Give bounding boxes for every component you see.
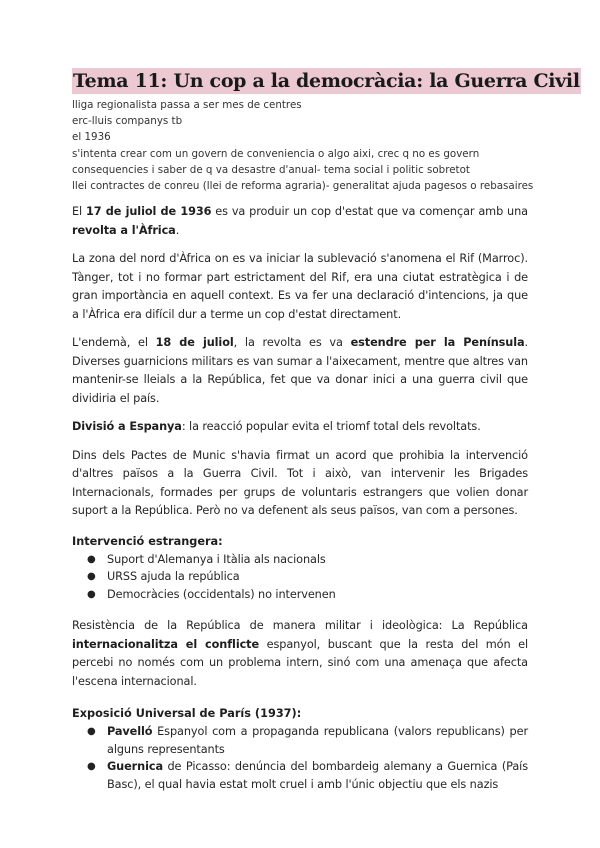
bullet-icon: ●: [87, 553, 96, 565]
bold-run: Guernica: [107, 760, 163, 774]
note-line: erc-lluis companys tb: [72, 115, 183, 128]
list-item: [72, 586, 528, 604]
handwritten-notes: [72, 97, 534, 194]
text-run: espanyol, buscant que la resta del món el percebi no només com un problema intern, sinó com una amenaça que afecta l'escena internacional.: [72, 637, 529, 688]
bold-run: Divisió a Espanya: [72, 420, 182, 434]
list-item: [72, 758, 528, 793]
paragraph-coup-date: [72, 203, 528, 240]
page-title: Tema 11: Un cop a la democràcia: la Guerra Civil: [73, 70, 580, 92]
paragraph-peninsula: [72, 334, 528, 408]
text-run: El: [72, 205, 86, 219]
text-run: Resistència de la República de manera militar i ideològica: La República: [72, 619, 528, 633]
bullet-icon: ●: [87, 588, 96, 600]
text-run: : la reacció popular evita el triomf total dels revoltats.: [181, 420, 481, 434]
list-item: [72, 551, 528, 569]
list-item: [72, 568, 528, 586]
note-line: el 1936: [72, 131, 111, 144]
exposicio-list: [72, 723, 528, 793]
bold-run: estendre per la Península: [350, 336, 525, 350]
intervencio-list: [72, 551, 528, 604]
bold-run: 18 de juliol: [155, 336, 234, 350]
bullet-icon: ●: [87, 761, 96, 773]
paragraph-rif: La zona del nord d'Àfrica on es va iniciar la sublevació s'anomena el Rif (Marroc). Tànger, tot i no formar part estrictament del Rif, era una ciutat estratègica i de gran importància en aquell context. Es va fer una declaració d'intencions, ja que a l'Àfrica era difícil dur a terme un cop d'estat directament.: [72, 252, 528, 321]
text-run: . Diverses guarnicions militars es van sumar a l'aixecament, mentre que altres van mantenir-se lleials a la República, fet que va donar inici a una guerra civil que dividiria el país.: [72, 336, 529, 405]
paragraph-divisio: [72, 418, 528, 437]
list-item-text: Espanyol com a propaganda republicana (valors republicans) per alguns representants: [107, 725, 528, 756]
list-item-text: de Picasso: denúncia del bombardeig alemany a Guernica (País Basc), el qual havia estat molt cruel i amb l'únic objectiu que els nazis: [107, 760, 528, 791]
bold-run: Pavelló: [107, 725, 153, 739]
paragraph-resistencia: [72, 617, 528, 691]
bold-run: 17 de juliol de 1936: [86, 205, 212, 219]
bold-run: revolta a l'Àfrica: [72, 223, 176, 237]
list-item: [72, 723, 528, 758]
bold-run: internacionalitza el conflicte: [72, 637, 260, 651]
list-item-text: Democràcies (occidentals) no intervenen: [107, 587, 336, 601]
note-line: consequencies i saber de q va desastre d'anual- tema social i politic sobretot: [72, 163, 470, 176]
document-page: [72, 68, 580, 793]
note-line: s'intenta crear com un govern de conveniencia o algo aixi, crec q no es govern: [72, 147, 480, 160]
paragraph-munic: Dins dels Pactes de Munic s'havia firmat un acord que prohibia la intervenció d'altres països a la Guerra Civil. Tot i això, van intervenir les Brigades Internacionals, formades per grups de voluntaris estrangers que volien donar suport a la República. Però no va defenent als seus països, van com a persones.: [72, 448, 528, 518]
text-run: .: [175, 223, 180, 237]
text-run: es va produir un cop d'estat que va començar amb una: [211, 205, 528, 219]
section-heading-exposicio: Exposició Universal de París (1937):: [72, 707, 302, 721]
section-heading-intervencio: Intervenció estrangera:: [72, 534, 223, 548]
list-item-text: Suport d'Alemanya i Itàlia als nacionals: [107, 552, 326, 566]
list-item-text: URSS ajuda la república: [107, 570, 240, 584]
note-line: llei contractes de conreu (llei de reforma agraria)- generalitat ajuda pagesos o rebasaires: [72, 180, 534, 193]
bullet-icon: ●: [87, 571, 96, 583]
note-line: lliga regionalista passa a ser mes de centres: [72, 99, 302, 111]
bullet-icon: ●: [87, 726, 96, 738]
text-run: L'endemà, el: [72, 336, 156, 350]
text-run: , la revolta es va: [233, 336, 351, 350]
